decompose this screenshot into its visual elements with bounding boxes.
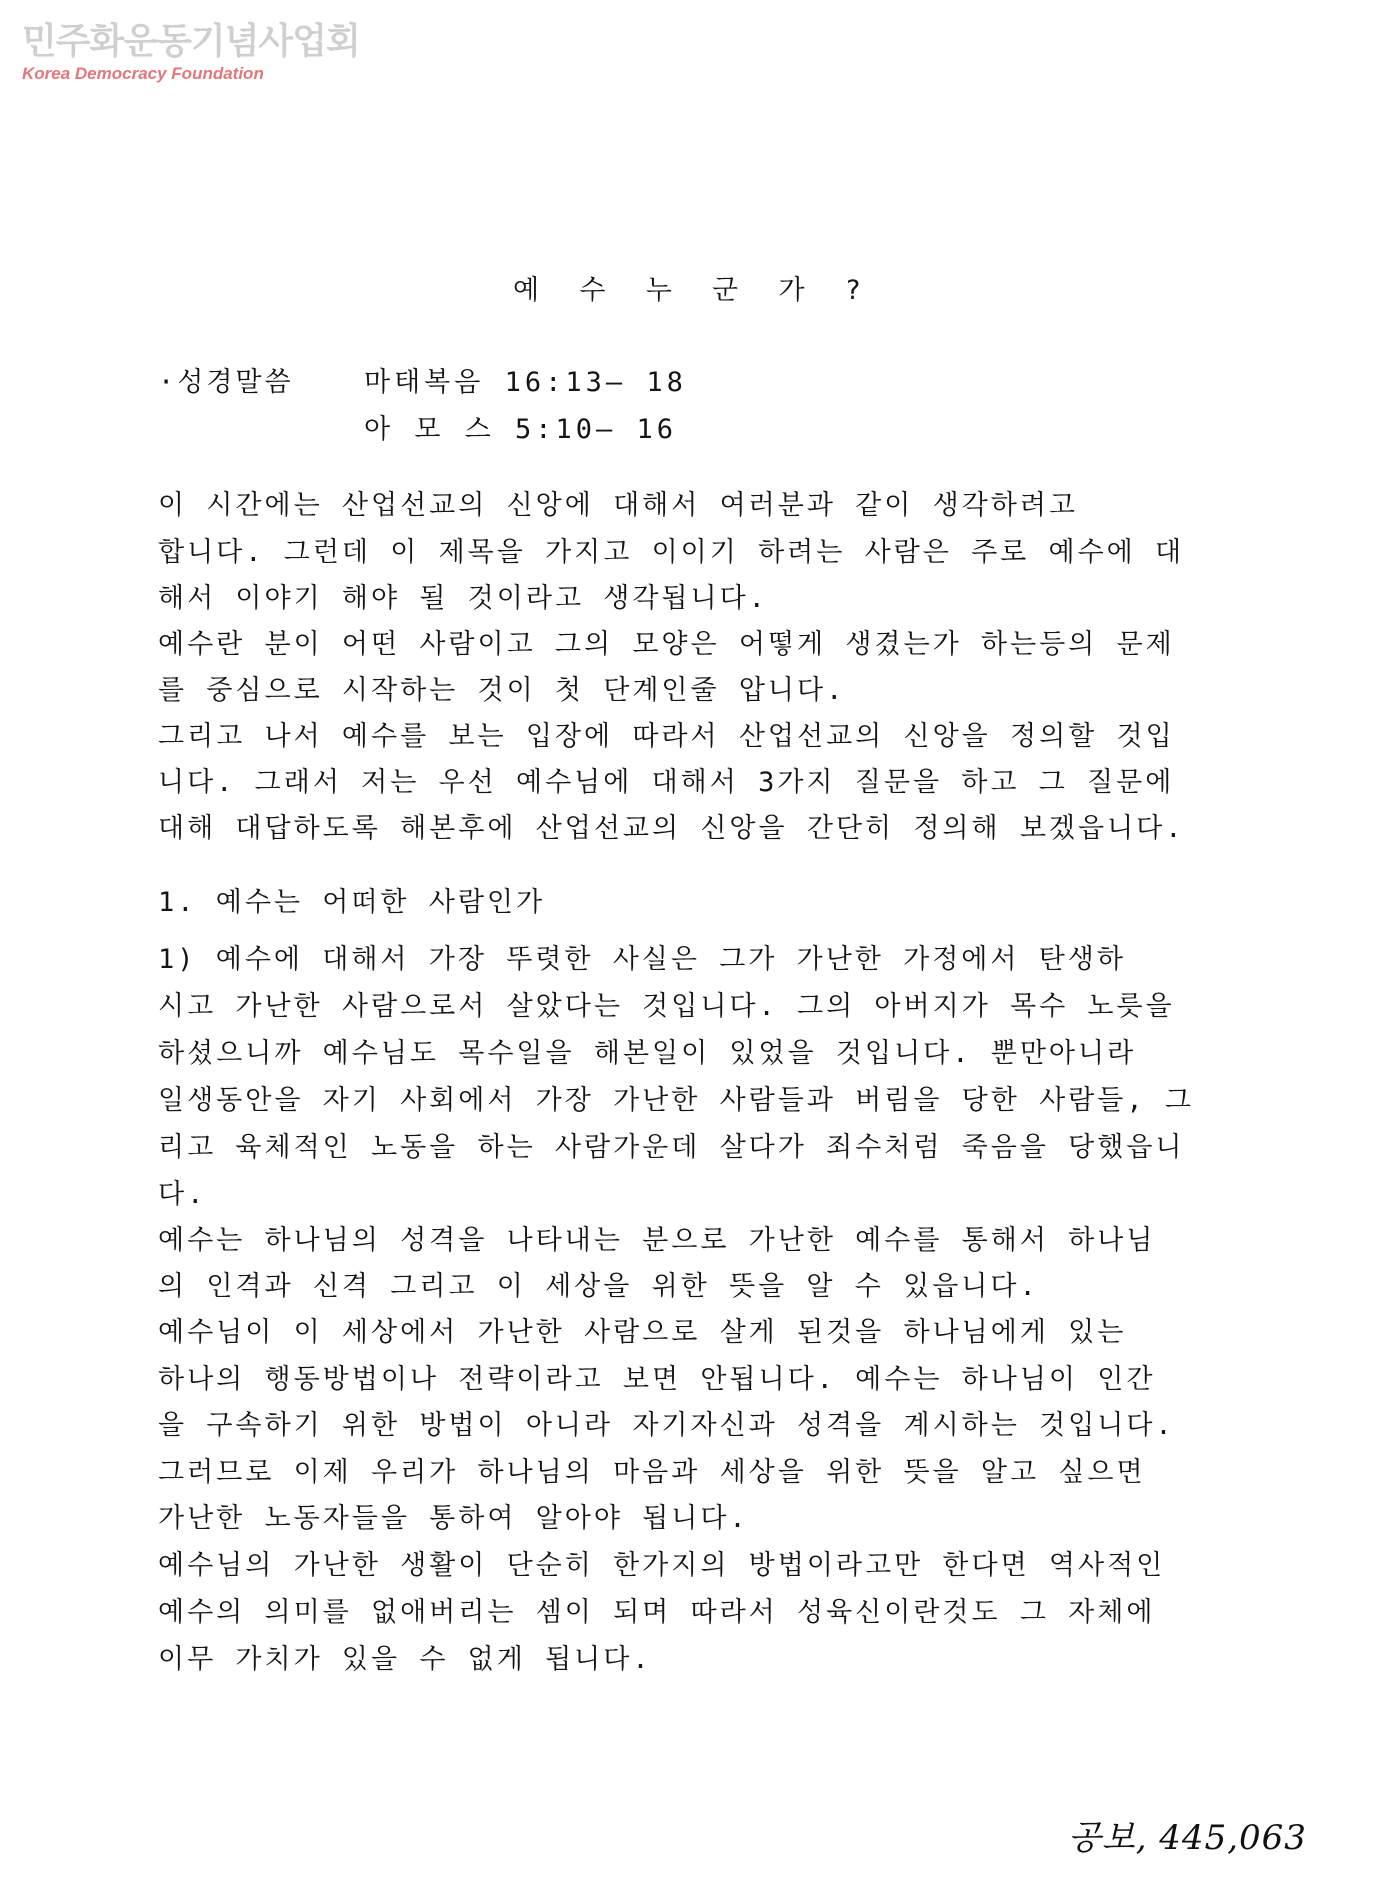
body-line-8: 대해 대답하도록 해본후에 산업선교의 신앙을 간단히 정의해 보겠읍니다. (158, 813, 1185, 844)
body-line-15: 일생동안을 자기 사회에서 가장 가난한 사람들과 버림을 당한 사람들, 그 (158, 1085, 1194, 1116)
watermark-english: Korea Democracy Foundation (22, 64, 264, 83)
body-line-7: 니다. 그래서 저는 우선 예수님에 대해서 3가지 질문을 하고 그 질문에 (158, 767, 1175, 798)
scripture-label: ·성경말씀 (158, 367, 294, 398)
body-line-21: 하나의 행동방법이나 전략이라고 보면 안됩니다. 예수는 하나님이 인간 (158, 1364, 1156, 1395)
scripture-ref-1: 마태복음 16:13— 18 (364, 367, 687, 398)
body-line-12: 1) 예수에 대해서 가장 뚜렷한 사실은 그가 가난한 가정에서 탄생하 (158, 944, 1126, 975)
body-line-20: 예수님이 이 세상에서 가난한 사람으로 살게 된것을 하나님에게 있는 (158, 1317, 1127, 1348)
watermark (22, 20, 360, 84)
body-line-5: 를 중심으로 시작하는 것이 첫 단계인줄 압니다. (158, 675, 846, 706)
body-line-26: 예수의 의미를 없애버리는 셈이 되며 따라서 성육신이란것도 그 자체에 (158, 1597, 1156, 1628)
body-line-4: 예수란 분이 어떤 사람이고 그의 모양은 어떻게 생겼는가 하는등의 문제 (158, 629, 1175, 660)
body-line-27: 이무 가치가 있을 수 없게 됩니다. (158, 1644, 652, 1675)
body-line-24: 가난한 노동자들을 통하여 알아야 됩니다. (158, 1503, 749, 1534)
body-line-16: 리고 육체적인 노동을 하는 사람가운데 살다가 죄수처럼 죽음을 당했읍니 (158, 1132, 1185, 1163)
body-line-2: 합니다. 그런데 이 제목을 가지고 이이기 하려는 사람은 주로 예수에 대 (158, 537, 1185, 568)
body-line-14: 하셨으니까 예수님도 목수일을 해본일이 있었을 것입니다. 뿐만아니라 (158, 1038, 1137, 1069)
scripture-ref-2: 아 모 스 5:10— 16 (364, 414, 678, 445)
document-title: 예 수 누 군 가 ? (513, 275, 873, 306)
body-line-19: 의 인격과 신격 그리고 이 세상을 위한 뜻을 알 수 있읍니다. (158, 1271, 1039, 1302)
section-heading-1: 1. 예수는 어떠한 사람인가 (158, 887, 546, 918)
watermark-korean: 민주화운동기념사업회 (22, 21, 360, 62)
body-line-25: 예수님의 가난한 생활이 단순히 한가지의 방법이라고만 한다면 역사적인 (158, 1550, 1166, 1581)
body-line-17: 다. (158, 1179, 207, 1210)
body-line-13: 시고 가난한 사람으로서 살았다는 것입니다. 그의 아버지가 목수 노릇을 (158, 991, 1175, 1022)
body-line-18: 예수는 하나님의 성격을 나타내는 분으로 가난한 예수를 통해서 하나님 (158, 1225, 1156, 1256)
body-line-3: 해서 이야기 해야 될 것이라고 생각됩니다. (158, 583, 768, 614)
body-line-6: 그리고 나서 예수를 보는 입장에 따라서 산업선교의 신앙을 정의할 것입 (158, 721, 1175, 752)
body-line-1: 이 시간에는 산업선교의 신앙에 대해서 여러분과 같이 생각하려고 (158, 490, 1079, 521)
body-line-23: 그러므로 이제 우리가 하나님의 마음과 세상을 위한 뜻을 알고 싶으면 (158, 1457, 1146, 1488)
handwritten-signature: 공보, 445,063 (1068, 1818, 1307, 1858)
body-line-22: 을 구속하기 위한 방법이 아니라 자기자신과 성격을 계시하는 것입니다. (158, 1410, 1175, 1441)
